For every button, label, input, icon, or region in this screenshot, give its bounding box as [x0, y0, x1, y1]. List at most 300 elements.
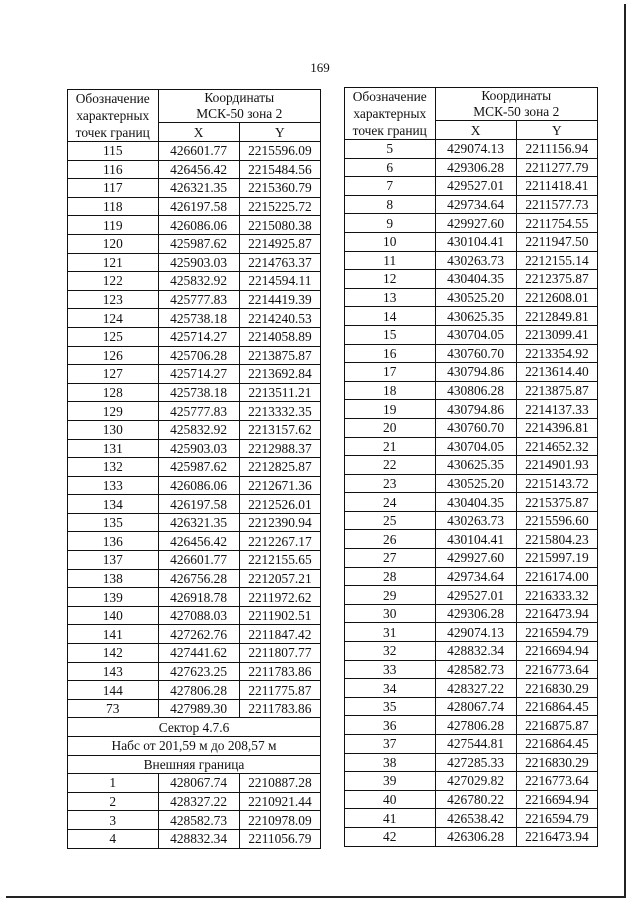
x-coordinate-cell: 426456.42	[158, 160, 239, 179]
coordinates-header	[435, 88, 598, 121]
point-id-cell: 118	[68, 197, 159, 216]
point-id-cell: 121	[68, 253, 159, 272]
point-label-header	[345, 88, 436, 140]
x-coordinate-cell: 425738.18	[158, 383, 239, 402]
table-row	[68, 513, 321, 532]
point-id-cell: 128	[68, 383, 159, 402]
table-row	[68, 272, 321, 291]
table-row	[345, 270, 598, 289]
table-row	[345, 660, 598, 679]
point-id-cell: 138	[68, 569, 159, 588]
point-id-cell: 42	[345, 827, 436, 846]
x-coordinate-cell: 425832.92	[158, 272, 239, 291]
x-coordinate-cell: 428832.34	[435, 642, 516, 661]
x-coordinate-cell: 426321.35	[158, 179, 239, 198]
coordinates-label-line: МСК-50 зона 2	[473, 104, 560, 120]
y-coordinate-cell: 2211775.87	[239, 681, 320, 700]
point-id-cell: 17	[345, 363, 436, 382]
point-id-cell: 4	[68, 829, 159, 848]
point-id-cell: 10	[345, 232, 436, 251]
table-row	[345, 809, 598, 828]
table-row	[345, 493, 598, 512]
y-coordinate-cell: 2213614.40	[516, 363, 597, 382]
y-coordinate-cell: 2211847.42	[239, 625, 320, 644]
y-coordinate-cell: 2213692.84	[239, 365, 320, 384]
point-id-cell: 133	[68, 476, 159, 495]
point-id-cell: 36	[345, 716, 436, 735]
y-coordinate-cell: 2212057.21	[239, 569, 320, 588]
point-id-cell: 11	[345, 251, 436, 270]
y-coordinate-cell: 2213157.62	[239, 420, 320, 439]
point-label-header	[68, 90, 159, 142]
table-row	[345, 400, 598, 419]
point-id-cell: 7	[345, 177, 436, 196]
point-id-cell: 141	[68, 625, 159, 644]
point-id-cell: 18	[345, 381, 436, 400]
y-coordinate-cell: 2212526.01	[239, 495, 320, 514]
y-coordinate-cell: 2214058.89	[239, 327, 320, 346]
point-id-cell: 126	[68, 346, 159, 365]
point-id-cell: 115	[68, 142, 159, 161]
table-row	[68, 346, 321, 365]
point-id-cell: 40	[345, 790, 436, 809]
table-row	[345, 344, 598, 363]
table-row	[345, 474, 598, 493]
point-id-cell: 16	[345, 344, 436, 363]
point-id-cell: 144	[68, 681, 159, 700]
x-coordinate-cell: 429074.13	[435, 140, 516, 159]
table-row	[345, 604, 598, 623]
page-number: 169	[310, 60, 330, 75]
y-coordinate-cell: 2216864.45	[516, 735, 597, 754]
y-coordinate-cell: 2211056.79	[239, 829, 320, 848]
point-id-cell: 117	[68, 179, 159, 198]
point-id-cell: 124	[68, 309, 159, 328]
table-row	[68, 606, 321, 625]
table-row	[345, 735, 598, 754]
y-coordinate-cell: 2210921.44	[239, 792, 320, 811]
table-row	[345, 195, 598, 214]
y-coordinate-cell: 2211807.77	[239, 644, 320, 663]
x-coordinate-cell: 429306.28	[435, 604, 516, 623]
y-coordinate-cell: 2210978.09	[239, 811, 320, 830]
point-id-cell: 37	[345, 735, 436, 754]
x-coordinate-cell: 430525.20	[435, 288, 516, 307]
table-row	[345, 623, 598, 642]
x-coordinate-cell: 430404.35	[435, 270, 516, 289]
point-id-cell: 14	[345, 307, 436, 326]
table-row	[345, 177, 598, 196]
table-row	[68, 588, 321, 607]
y-coordinate-cell: 2213875.87	[239, 346, 320, 365]
coordinates-header	[158, 90, 321, 123]
table-row	[68, 327, 321, 346]
table-row	[345, 511, 598, 530]
x-coordinate-cell: 425706.28	[158, 346, 239, 365]
table-row	[68, 569, 321, 588]
point-id-cell: 13	[345, 288, 436, 307]
y-coordinate-cell: 2212671.36	[239, 476, 320, 495]
point-id-cell: 29	[345, 586, 436, 605]
point-id-cell: 6	[345, 158, 436, 177]
y-coordinate-cell: 2212608.01	[516, 288, 597, 307]
point-id-cell: 25	[345, 511, 436, 530]
y-coordinate-cell: 2215484.56	[239, 160, 320, 179]
x-coordinate-cell: 430263.73	[435, 251, 516, 270]
y-coordinate-cell: 2212390.94	[239, 513, 320, 532]
y-coordinate-cell: 2212155.65	[239, 551, 320, 570]
x-coordinate-cell: 430104.41	[435, 232, 516, 251]
table-row	[68, 644, 321, 663]
y-coordinate-cell: 2212849.81	[516, 307, 597, 326]
table-row	[68, 792, 321, 811]
y-coordinate-cell: 2216333.32	[516, 586, 597, 605]
table-row	[68, 383, 321, 402]
x-coordinate-cell: 429074.13	[435, 623, 516, 642]
table-row	[345, 642, 598, 661]
y-coordinate-cell: 2215143.72	[516, 474, 597, 493]
point-id-cell: 12	[345, 270, 436, 289]
x-coordinate-cell: 427088.03	[158, 606, 239, 625]
x-coordinate-cell: 427262.76	[158, 625, 239, 644]
point-id-cell: 143	[68, 662, 159, 681]
y-coordinate-cell: 2211783.86	[239, 699, 320, 718]
point-id-cell: 30	[345, 604, 436, 623]
coordinates-label-line: Координаты	[481, 88, 552, 104]
table-row	[68, 402, 321, 421]
table-row	[345, 363, 598, 382]
point-id-cell: 38	[345, 753, 436, 772]
x-coordinate-cell: 426601.77	[158, 551, 239, 570]
y-coordinate-cell: 2216830.29	[516, 753, 597, 772]
y-coordinate-cell: 2211277.79	[516, 158, 597, 177]
point-label-line: точек границ	[352, 123, 427, 138]
table-row	[345, 790, 598, 809]
point-id-cell: 15	[345, 325, 436, 344]
table-row	[68, 309, 321, 328]
table-row	[68, 160, 321, 179]
x-coordinate-cell: 427544.81	[435, 735, 516, 754]
x-coordinate-cell: 427285.33	[435, 753, 516, 772]
x-coordinate-cell: 427806.28	[435, 716, 516, 735]
y-coordinate-cell: 2214240.53	[239, 309, 320, 328]
y-coordinate-cell: 2213099.41	[516, 325, 597, 344]
point-id-cell: 140	[68, 606, 159, 625]
point-id-cell: 130	[68, 420, 159, 439]
y-coordinate-cell: 2214594.11	[239, 272, 320, 291]
x-coordinate-cell: 428582.73	[435, 660, 516, 679]
y-coordinate-cell: 2213511.21	[239, 383, 320, 402]
x-coordinate-cell: 427989.30	[158, 699, 239, 718]
point-id-cell: 135	[68, 513, 159, 532]
y-coordinate-cell: 2215596.09	[239, 142, 320, 161]
table-row	[68, 179, 321, 198]
table-row	[68, 142, 321, 161]
x-column-header: X	[435, 121, 516, 140]
y-coordinate-cell: 2215596.60	[516, 511, 597, 530]
table-row	[345, 716, 598, 735]
point-id-cell: 127	[68, 365, 159, 384]
table-row	[68, 532, 321, 551]
point-id-cell: 3	[68, 811, 159, 830]
x-coordinate-cell: 426086.06	[158, 216, 239, 235]
y-coordinate-cell: 2216473.94	[516, 604, 597, 623]
table-row	[345, 418, 598, 437]
table-row	[68, 365, 321, 384]
x-coordinate-cell: 427806.28	[158, 681, 239, 700]
x-coordinate-cell: 430263.73	[435, 511, 516, 530]
table-row	[68, 439, 321, 458]
sector-title-row	[68, 718, 321, 737]
x-coordinate-cell: 428067.74	[435, 697, 516, 716]
table-row	[345, 456, 598, 475]
y-coordinate-cell: 2216473.94	[516, 827, 597, 846]
point-id-cell: 32	[345, 642, 436, 661]
table-row	[345, 827, 598, 846]
y-coordinate-cell: 2216773.64	[516, 660, 597, 679]
y-coordinate-cell: 2211972.62	[239, 588, 320, 607]
point-label-line: характерных	[76, 108, 150, 123]
x-coordinate-cell: 427441.62	[158, 644, 239, 663]
x-coordinate-cell: 426456.42	[158, 532, 239, 551]
table-row	[68, 699, 321, 718]
y-coordinate-cell: 2213332.35	[239, 402, 320, 421]
table-row	[68, 234, 321, 253]
point-id-cell: 73	[68, 699, 159, 718]
point-id-cell: 8	[345, 195, 436, 214]
point-id-cell: 5	[345, 140, 436, 159]
x-coordinate-cell: 430625.35	[435, 456, 516, 475]
x-coordinate-cell: 426780.22	[435, 790, 516, 809]
x-coordinate-cell: 430794.86	[435, 363, 516, 382]
x-coordinate-cell: 426321.35	[158, 513, 239, 532]
table-row	[345, 679, 598, 698]
x-coordinate-cell: 430404.35	[435, 493, 516, 512]
table-row	[345, 307, 598, 326]
x-coordinate-cell: 429527.01	[435, 586, 516, 605]
x-coordinate-cell: 425777.83	[158, 402, 239, 421]
x-coordinate-cell: 425832.92	[158, 420, 239, 439]
table-row	[68, 625, 321, 644]
x-coordinate-cell: 430806.28	[435, 381, 516, 400]
table-row	[345, 567, 598, 586]
x-coordinate-cell: 425777.83	[158, 290, 239, 309]
y-coordinate-cell: 2212267.17	[239, 532, 320, 551]
point-label-line: Обозначение	[352, 89, 427, 104]
table-row	[345, 288, 598, 307]
table-row	[68, 495, 321, 514]
table-row	[345, 697, 598, 716]
table-row	[68, 829, 321, 848]
table-row	[345, 437, 598, 456]
y-coordinate-cell: 2214419.39	[239, 290, 320, 309]
table-row	[68, 290, 321, 309]
point-label-line: Обозначение	[75, 91, 150, 106]
table-row	[345, 586, 598, 605]
y-coordinate-cell: 2211947.50	[516, 232, 597, 251]
point-id-cell: 22	[345, 456, 436, 475]
sector-subtitle-row	[68, 737, 321, 756]
point-label-line: характерных	[353, 106, 427, 121]
table-row	[345, 530, 598, 549]
x-coordinate-cell: 429734.64	[435, 567, 516, 586]
y-coordinate-cell: 2216773.64	[516, 772, 597, 791]
point-id-cell: 21	[345, 437, 436, 456]
y-coordinate-cell: 2211156.94	[516, 140, 597, 159]
point-id-cell: 19	[345, 400, 436, 419]
table-row	[345, 251, 598, 270]
x-coordinate-cell: 430794.86	[435, 400, 516, 419]
point-label-line: точек границ	[75, 125, 150, 140]
point-id-cell: 139	[68, 588, 159, 607]
point-id-cell: 137	[68, 551, 159, 570]
x-coordinate-cell: 426918.78	[158, 588, 239, 607]
point-id-cell: 125	[68, 327, 159, 346]
x-coordinate-cell: 426306.28	[435, 827, 516, 846]
y-coordinate-cell: 2213354.92	[516, 344, 597, 363]
x-coordinate-cell: 429306.28	[435, 158, 516, 177]
point-id-cell: 23	[345, 474, 436, 493]
point-id-cell: 136	[68, 532, 159, 551]
table-row	[345, 214, 598, 233]
y-coordinate-cell: 2214763.37	[239, 253, 320, 272]
point-id-cell: 26	[345, 530, 436, 549]
table-row	[345, 140, 598, 159]
x-coordinate-cell: 428327.22	[158, 792, 239, 811]
x-coordinate-cell: 425738.18	[158, 309, 239, 328]
y-coordinate-cell: 2216830.29	[516, 679, 597, 698]
x-coordinate-cell: 429927.60	[435, 214, 516, 233]
y-coordinate-cell: 2215997.19	[516, 549, 597, 568]
y-coordinate-cell: 2215225.72	[239, 197, 320, 216]
point-id-cell: 39	[345, 772, 436, 791]
x-coordinate-cell: 425903.03	[158, 439, 239, 458]
x-coordinate-cell: 425903.03	[158, 253, 239, 272]
y-coordinate-cell: 2216174.00	[516, 567, 597, 586]
table-row	[68, 216, 321, 235]
table-row	[68, 551, 321, 570]
outer-boundary-label: Внешняя граница	[68, 755, 321, 774]
y-coordinate-cell: 2211418.41	[516, 177, 597, 196]
y-coordinate-cell: 2212988.37	[239, 439, 320, 458]
y-coordinate-cell: 2215360.79	[239, 179, 320, 198]
x-coordinate-cell: 425714.27	[158, 365, 239, 384]
point-id-cell: 120	[68, 234, 159, 253]
x-coordinate-cell: 425987.62	[158, 458, 239, 477]
table-row	[345, 549, 598, 568]
table-row	[68, 253, 321, 272]
x-coordinate-cell: 430760.70	[435, 344, 516, 363]
table-row	[68, 476, 321, 495]
y-coordinate-cell: 2215375.87	[516, 493, 597, 512]
x-coordinate-cell: 426601.77	[158, 142, 239, 161]
table-row	[68, 197, 321, 216]
point-id-cell: 34	[345, 679, 436, 698]
point-id-cell: 116	[68, 160, 159, 179]
point-id-cell: 119	[68, 216, 159, 235]
point-id-cell: 1	[68, 774, 159, 793]
y-coordinate-cell: 2216594.79	[516, 623, 597, 642]
x-coordinate-cell: 429527.01	[435, 177, 516, 196]
point-id-cell: 2	[68, 792, 159, 811]
y-coordinate-cell: 2214901.93	[516, 456, 597, 475]
x-coordinate-cell: 426197.58	[158, 495, 239, 514]
table-row	[68, 420, 321, 439]
x-coordinate-cell: 430704.05	[435, 325, 516, 344]
y-coordinate-cell: 2214396.81	[516, 418, 597, 437]
y-coordinate-cell: 2213875.87	[516, 381, 597, 400]
x-coordinate-cell: 430525.20	[435, 474, 516, 493]
point-id-cell: 24	[345, 493, 436, 512]
outer-boundary-label-row	[68, 755, 321, 774]
y-coordinate-cell: 2211754.55	[516, 214, 597, 233]
y-coordinate-cell: 2216694.94	[516, 790, 597, 809]
x-coordinate-cell: 430704.05	[435, 437, 516, 456]
point-id-cell: 33	[345, 660, 436, 679]
y-coordinate-cell: 2215804.23	[516, 530, 597, 549]
sector-title: Сектор 4.7.6	[68, 718, 321, 737]
table-row	[345, 381, 598, 400]
point-id-cell: 122	[68, 272, 159, 291]
y-coordinate-cell: 2211577.73	[516, 195, 597, 214]
table-row	[345, 325, 598, 344]
x-coordinate-cell: 426756.28	[158, 569, 239, 588]
y-coordinate-cell: 2214925.87	[239, 234, 320, 253]
y-coordinate-cell: 2211783.86	[239, 662, 320, 681]
x-coordinate-cell: 429927.60	[435, 549, 516, 568]
table-row	[345, 232, 598, 251]
x-coordinate-cell: 426538.42	[435, 809, 516, 828]
x-coordinate-cell: 428067.74	[158, 774, 239, 793]
point-id-cell: 20	[345, 418, 436, 437]
point-id-cell: 129	[68, 402, 159, 421]
y-coordinate-cell: 2214652.32	[516, 437, 597, 456]
x-coordinate-cell: 428832.34	[158, 829, 239, 848]
point-id-cell: 35	[345, 697, 436, 716]
table-row	[345, 772, 598, 791]
x-coordinate-cell: 428582.73	[158, 811, 239, 830]
point-id-cell: 41	[345, 809, 436, 828]
y-column-header: Y	[516, 121, 597, 140]
table-row	[68, 681, 321, 700]
table-row	[68, 458, 321, 477]
sector-subtitle: Набс от 201,59 м до 208,57 м	[68, 737, 321, 756]
y-coordinate-cell: 2211902.51	[239, 606, 320, 625]
table-row	[68, 662, 321, 681]
x-coordinate-cell: 426086.06	[158, 476, 239, 495]
point-id-cell: 31	[345, 623, 436, 642]
point-id-cell: 28	[345, 567, 436, 586]
y-coordinate-cell: 2212155.14	[516, 251, 597, 270]
point-id-cell: 134	[68, 495, 159, 514]
y-coordinate-cell: 2210887.28	[239, 774, 320, 793]
table-row	[68, 774, 321, 793]
y-coordinate-cell: 2216875.87	[516, 716, 597, 735]
y-coordinate-cell: 2214137.33	[516, 400, 597, 419]
table-row	[345, 753, 598, 772]
coordinates-label-line: МСК-50 зона 2	[196, 106, 283, 122]
coordinates-table-right	[344, 87, 598, 847]
coordinates-label-line: Координаты	[204, 90, 275, 106]
x-coordinate-cell: 425714.27	[158, 327, 239, 346]
y-coordinate-cell: 2212375.87	[516, 270, 597, 289]
point-id-cell: 9	[345, 214, 436, 233]
x-coordinate-cell: 427029.82	[435, 772, 516, 791]
y-coordinate-cell: 2212825.87	[239, 458, 320, 477]
point-id-cell: 132	[68, 458, 159, 477]
y-coordinate-cell: 2215080.38	[239, 216, 320, 235]
y-coordinate-cell: 2216864.45	[516, 697, 597, 716]
